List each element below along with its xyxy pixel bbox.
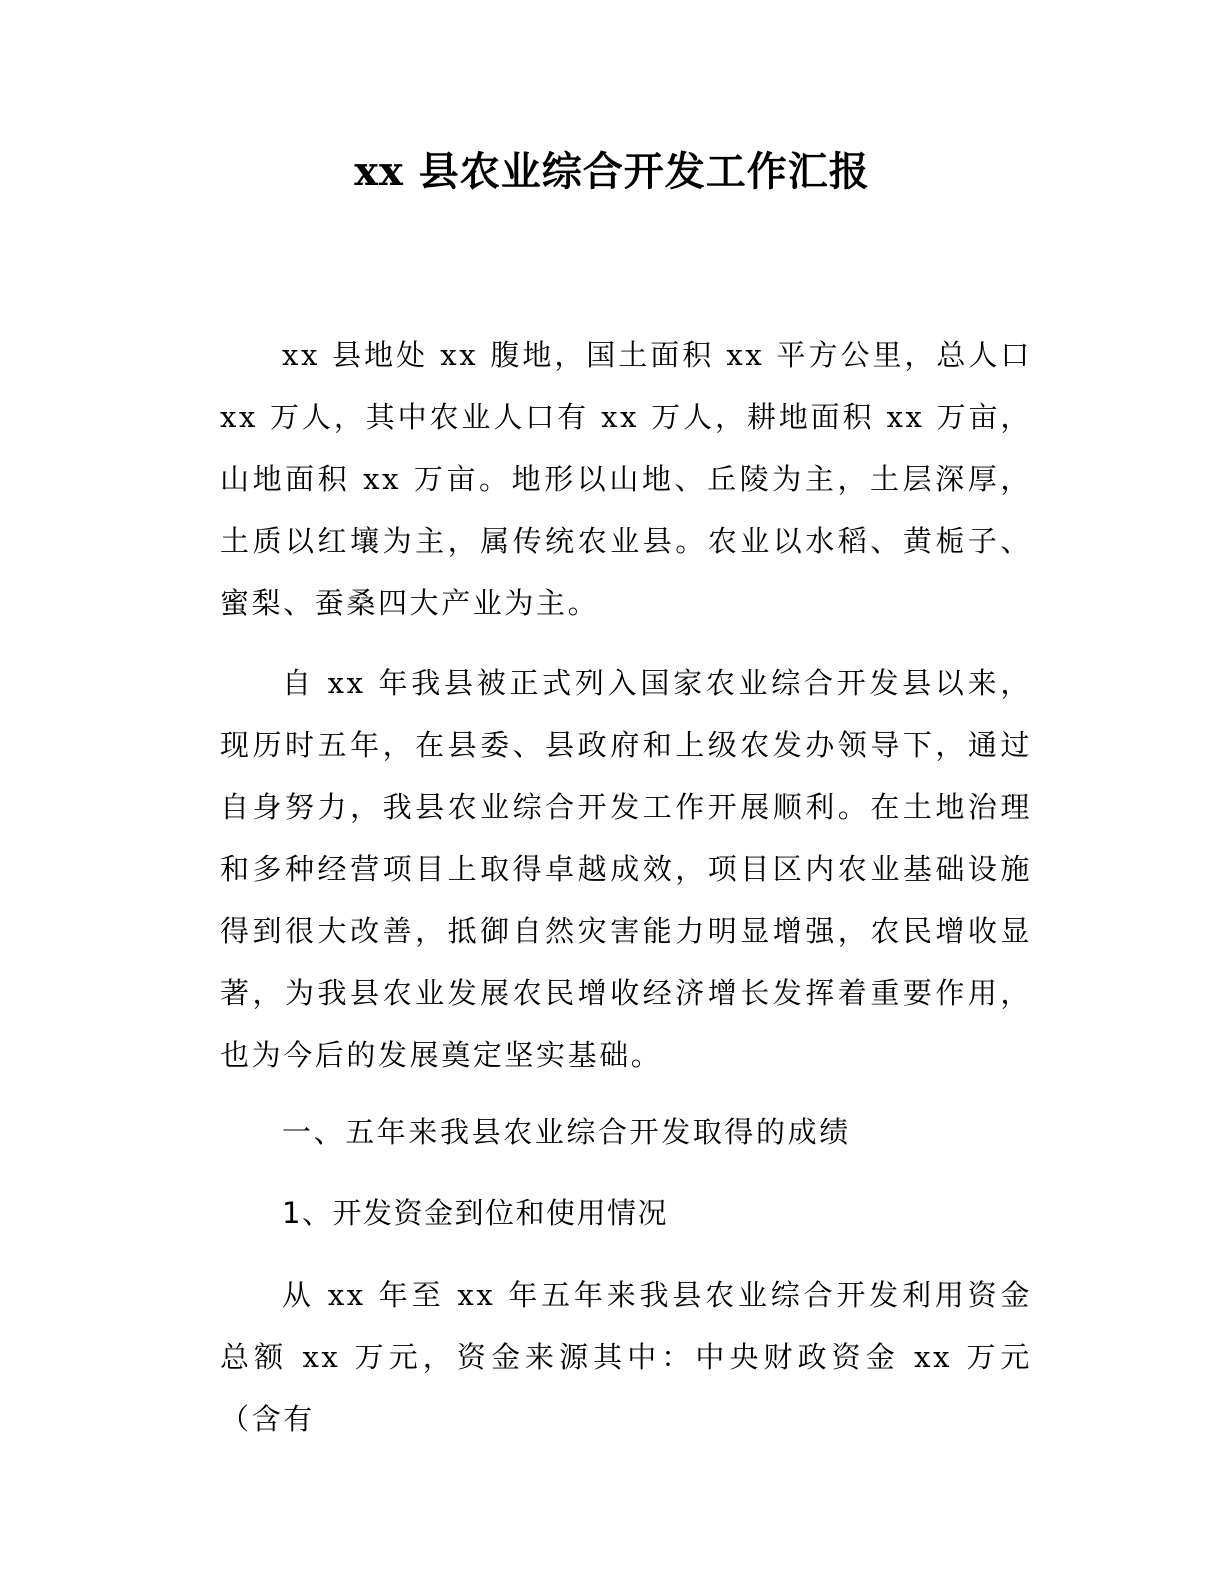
subsection-heading: 1、开发资金到位和使用情况 [282,1196,668,1230]
paragraph-overview: xx 县地处 xx 腹地，国土面积 xx 平方公里，总人口 xx 万人，其中农业人口有 xx 万人，耕地面积 xx 万亩，山地面积 xx 万亩。地形以山地、丘陵为主，土层深厚，土质以红壤为主，属传统农业县。农业以水稻、黄栀子、蜜梨、蚕桑四大产业为主。 [220,338,1032,620]
section-heading: 一、五年来我县农业综合开发取得的成绩 [282,1115,851,1149]
document-title: xx 县农业综合开发工作汇报 [354,148,870,195]
paragraph-achievements-intro: 自 xx 年我县被正式列入国家农业综合开发县以来，现历时五年，在县委、县政府和上级农发办领导下，通过自身努力，我县农业综合开发工作开展顺利。在土地治理和多种经营项目上取得卓越成效，项目区内农业基础设施得到很大改善，抵御自然灾害能力明显增强，农民增收显著，为我县农业发展农民增收经济增长发挥着重要作用，也为今后的发展奠定坚实基础。 [220,666,1032,1072]
paragraph-funding: 从 xx 年至 xx 年五年来我县农业综合开发利用资金总额 xx 万元，资金来源其中：中央财政资金 xx 万元（含有 [220,1278,1032,1436]
